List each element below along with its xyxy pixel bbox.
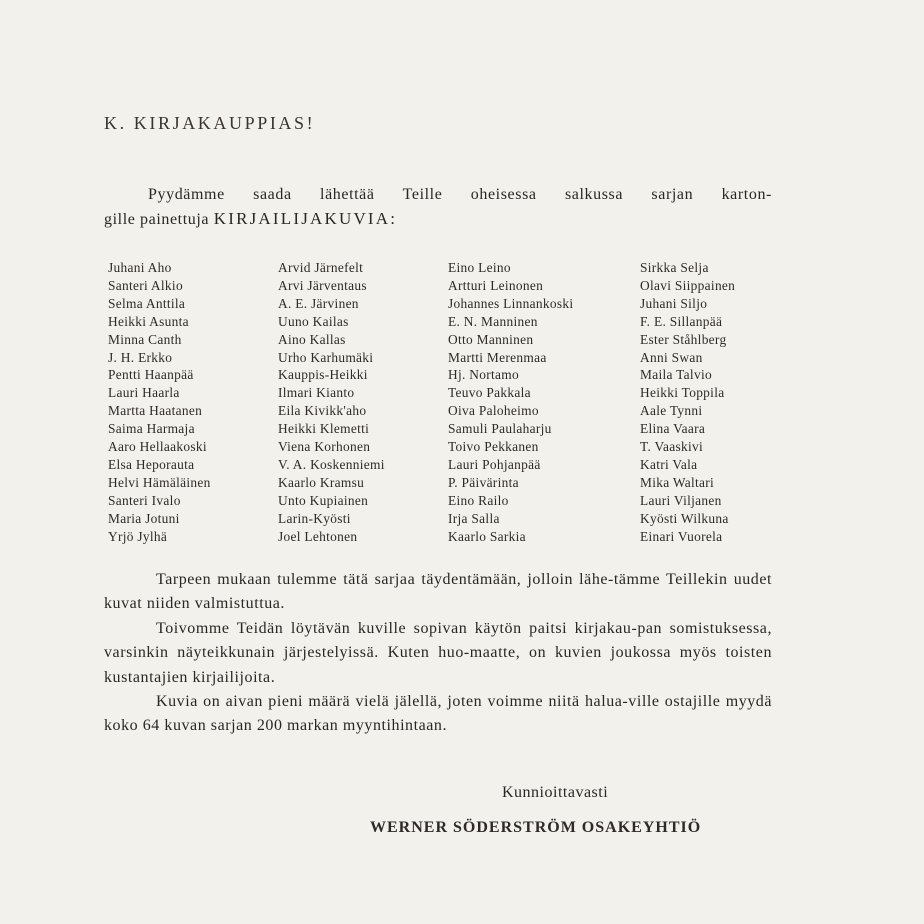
author-name: Kauppis-Heikki <box>278 367 368 383</box>
author-name: Heikki Asunta <box>108 313 189 329</box>
author-name: Oiva Paloheimo <box>448 403 539 419</box>
author-name: Irja Salla <box>448 510 500 526</box>
author-name: Saima Harmaja <box>108 421 195 437</box>
author-name: Viena Korhonen <box>278 439 371 455</box>
intro-paragraph <box>104 183 772 232</box>
author-name: Einari Vuorela <box>640 528 723 544</box>
author-name: Maila Talvio <box>640 367 712 383</box>
author-name: Kaarlo Sarkia <box>448 528 526 544</box>
author-name: Maria Jotuni <box>108 510 180 526</box>
author-name: Aaro Hellaakoski <box>108 439 207 455</box>
author-name: Teuvo Pakkala <box>448 385 531 401</box>
author-names-list <box>108 259 780 546</box>
names-column-3 <box>448 259 640 546</box>
signature-company: WERNER SÖDERSTRÖM OSAKEYHTIÖ <box>370 819 702 836</box>
author-name: Juhani Siljo <box>640 295 708 311</box>
author-name: Anni Swan <box>640 349 703 365</box>
author-name: P. Päivärinta <box>448 474 519 490</box>
body-paragraph-1: Tarpeen mukaan tulemme tätä sarjaa täydentämään, jolloin lähe-tämme Teillekin uudet kuvat niiden valmistuttua. <box>104 571 772 613</box>
author-name: Hj. Nortamo <box>448 367 519 383</box>
salutation: K. KIRJAKAUPPIAS! <box>104 113 316 133</box>
author-name: Pentti Haanpää <box>108 367 194 383</box>
author-name: Minna Canth <box>108 331 182 347</box>
author-name: Mika Waltari <box>640 474 715 490</box>
author-name: Katri Vala <box>640 456 698 472</box>
author-name: Eila Kivikk'aho <box>278 403 367 419</box>
author-name: Santeri Ivalo <box>108 492 181 508</box>
author-name: Olavi Siippainen <box>640 277 736 293</box>
body-paragraphs <box>104 568 772 739</box>
author-name: Santeri Alkio <box>108 277 183 293</box>
author-name: Uuno Kailas <box>278 313 349 329</box>
intro-line-2-start: gille painettuja <box>104 211 214 228</box>
author-name: Arvid Järnefelt <box>278 260 364 275</box>
author-name: Kaarlo Kramsu <box>278 474 365 490</box>
body-paragraph-2: Toivomme Teidän löytävän kuville sopivan käytön paitsi kirjakau-pan somistuksessa, varsinkin näyteikkunain järjestelyissä. Kuten huo-maatte, on kuvien joukossa myös toisten kustantajien kirjailijoita. <box>104 619 772 686</box>
author-name: Heikki Toppila <box>640 385 725 401</box>
author-name: Larin-Kyösti <box>278 510 351 526</box>
author-name: Aino Kallas <box>278 331 346 347</box>
author-name: Artturi Leinonen <box>448 277 544 293</box>
body-paragraph-3: Kuvia on aivan pieni määrä vielä jälellä, joten voimme niitä halua-ville ostajille myydä koko 64 kuvan sarjan 200 markan myyntihintaan. <box>104 693 772 735</box>
author-name: Lauri Viljanen <box>640 492 722 508</box>
author-name: Ester Ståhlberg <box>640 331 727 347</box>
author-name: Lauri Pohjanpää <box>448 456 541 472</box>
author-name: Ilmari Kianto <box>278 385 355 401</box>
author-name: Samuli Paulaharju <box>448 421 552 437</box>
author-name: Toivo Pekkanen <box>448 439 539 455</box>
names-column-4 <box>640 259 780 546</box>
names-column-2 <box>278 259 448 546</box>
author-name: A. E. Järvinen <box>278 295 359 311</box>
author-name: Eino Leino <box>448 260 511 275</box>
author-name: J. H. Erkko <box>108 349 173 365</box>
author-name: Johannes Linnankoski <box>448 295 574 311</box>
author-name: Joel Lehtonen <box>278 528 358 544</box>
author-name: Selma Anttila <box>108 295 186 311</box>
author-name: Lauri Haarla <box>108 385 180 401</box>
author-name: Urho Karhumäki <box>278 349 374 365</box>
author-name: Elina Vaara <box>640 421 706 437</box>
author-name: Arvi Järventaus <box>278 277 367 293</box>
author-name: Martti Merenmaa <box>448 349 547 365</box>
author-name: Martta Haatanen <box>108 403 203 419</box>
author-name: Kyösti Wilkuna <box>640 510 729 526</box>
author-name: Juhani Aho <box>108 260 172 275</box>
author-name: Sirkka Selja <box>640 260 709 275</box>
names-column-1 <box>108 259 278 546</box>
author-name: Otto Manninen <box>448 331 534 347</box>
intro-emphasis: KIRJAILIJAKUVIA: <box>213 209 398 228</box>
author-name: Helvi Hämäläinen <box>108 474 211 490</box>
author-name: E. N. Manninen <box>448 313 538 329</box>
author-name: T. Vaaskivi <box>640 439 704 455</box>
author-name: F. E. Sillanpää <box>640 313 723 329</box>
intro-line-1: Pyydämme saada lähettää Teille oheisessa salkussa sarjan karton- <box>148 186 772 203</box>
author-name: Heikki Klemetti <box>278 421 370 437</box>
author-name: Aale Tynni <box>640 403 703 419</box>
author-name: V. A. Koskenniemi <box>278 456 385 472</box>
author-name: Eino Railo <box>448 492 509 508</box>
author-name: Elsa Heporauta <box>108 456 195 472</box>
closing-phrase: Kunnioittavasti <box>502 784 609 801</box>
author-name: Unto Kupiainen <box>278 492 369 508</box>
author-name: Yrjö Jylhä <box>108 528 168 544</box>
